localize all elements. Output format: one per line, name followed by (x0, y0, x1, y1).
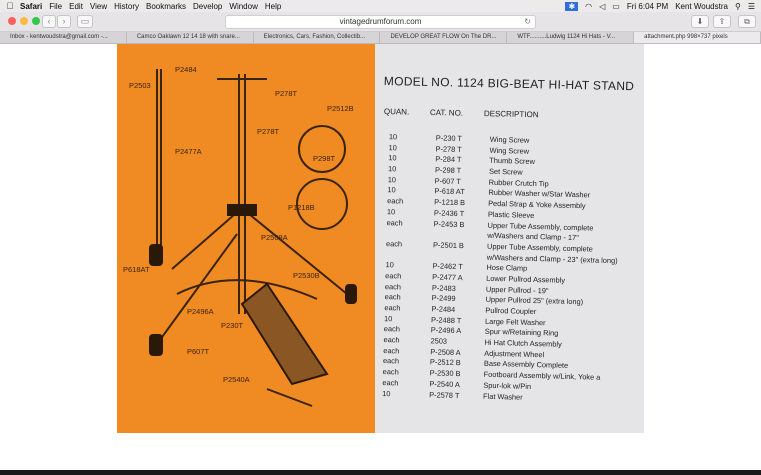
part-quantity: 10 (388, 132, 398, 142)
part-description: Spur-lok w/Pin (483, 380, 532, 391)
menu-bookmarks[interactable]: Bookmarks (146, 1, 187, 11)
tab-attachment[interactable]: attachment.php 998×737 pixels (634, 32, 761, 43)
part-catalog-number: P-2540 A (429, 379, 460, 389)
menu-history[interactable]: History (114, 1, 140, 11)
part-description: Spur w/Retaining Ring (484, 327, 559, 339)
minimize-window-button[interactable] (20, 17, 28, 25)
part-quantity: 10 (387, 174, 397, 185)
part-catalog-number: P-2508 A (430, 347, 461, 357)
part-catalog-number: P-618 AT (434, 186, 465, 197)
menu-bar (0, 0, 761, 12)
header-cat-no: CAT. NO. (429, 107, 464, 118)
share-button[interactable]: ⇪ (713, 15, 731, 28)
bluetooth-icon[interactable]: ✱ (565, 2, 578, 11)
parts-table (377, 132, 644, 406)
part-catalog-number: P-298 T (434, 165, 462, 176)
hihat-diagram (117, 44, 375, 433)
part-catalog-number: P-2453 B (433, 218, 465, 229)
left-crutch-tip (149, 244, 163, 266)
label-p2503: P2503 (129, 81, 151, 90)
part-description: Flat Washer (483, 391, 523, 402)
part-description: Large Felt Washer (484, 316, 546, 327)
battery-icon[interactable]: ▭ (612, 1, 620, 11)
downloads-button[interactable]: ⬇ (691, 15, 709, 28)
label-p2540a: P2540A (223, 375, 250, 384)
part-quantity: 10 (384, 313, 393, 323)
url-text: vintagedrumforum.com (339, 17, 422, 26)
part-quantity: each (387, 196, 404, 206)
part-quantity: each (384, 281, 402, 292)
part-catalog-number: P-2484 (431, 304, 456, 314)
tab-overview-button[interactable]: ⧉ (738, 15, 756, 28)
part-description: Set Screw (488, 166, 523, 177)
part-catalog-number: P-230 T (435, 133, 463, 144)
part-catalog-number: P-2436 T (433, 208, 465, 218)
part-quantity: each (383, 345, 400, 356)
close-window-button[interactable] (8, 17, 16, 25)
window-controls (8, 17, 40, 25)
label-p2512b: P2512B (327, 104, 354, 113)
part-quantity: 10 (388, 153, 397, 163)
part-quantity: each (382, 356, 400, 366)
tab-ludwig-hihats[interactable]: WTF..........Ludwig 1124 Hi Hats - V... (507, 32, 634, 43)
part-description: Plastic Sleeve (487, 209, 535, 220)
label-p230t: P230T (221, 321, 244, 330)
part-catalog-number: 2503 (430, 336, 448, 346)
front-crutch-tip (149, 334, 163, 356)
address-bar[interactable] (225, 15, 536, 29)
label-p2530b: P2530B (293, 271, 320, 280)
label-p618at: P618AT (123, 265, 150, 274)
part-quantity: each (384, 292, 401, 302)
tab-inbox[interactable]: Inbox - kentwoudstra@gmail.com -... (0, 32, 127, 43)
part-quantity: 10 (386, 206, 396, 217)
part-description: Base Assembly Complete (483, 359, 569, 371)
part-description: Lower Pullrod Assembly (486, 273, 566, 285)
forward-button[interactable]: › (57, 15, 71, 28)
menu-file[interactable]: File (49, 1, 63, 11)
part-description: Hose Clamp (486, 262, 528, 274)
part-quantity: each (383, 335, 400, 345)
part-description: Thumb Screw (489, 156, 535, 167)
page-content (0, 44, 761, 475)
part-quantity: each (384, 303, 401, 313)
volume-icon[interactable]: ◁ (599, 1, 606, 11)
dock-edge (0, 470, 761, 475)
part-quantity: 10 (385, 260, 394, 270)
zoom-window-button[interactable] (32, 17, 40, 25)
part-description: Upper Tube Assembly, complete (487, 220, 594, 233)
part-quantity: each (386, 217, 403, 228)
part-description: Rubber Washer w/Star Washer (488, 188, 591, 200)
menu-help[interactable]: Help (264, 1, 282, 11)
header-description: DESCRIPTION (483, 109, 539, 120)
part-catalog-number: P-2512 B (429, 357, 461, 368)
label-p607t: P607T (187, 347, 210, 356)
part-description: w/Washers and Clamp - 17" (487, 230, 579, 243)
back-button[interactable]: ‹ (42, 15, 56, 28)
part-catalog-number: P-607 T (434, 176, 462, 186)
part-catalog-number: P-2501 B (432, 240, 465, 251)
part-catalog-number: P-1218 B (434, 197, 466, 208)
attachment-image[interactable] (117, 44, 644, 433)
menu-window[interactable]: Window (229, 1, 258, 11)
menu-develop[interactable]: Develop (193, 1, 223, 11)
tab-electronics[interactable]: Electronics, Cars, Fashion, Collectib... (254, 32, 381, 43)
hihat-diagram-drawing (117, 44, 375, 433)
reload-icon[interactable]: ↻ (524, 17, 531, 26)
label-p2484: P2484 (175, 65, 197, 74)
part-catalog-number: P-2488 T (430, 314, 462, 325)
part-description: Upper Pullrod 25" (extra long) (485, 295, 584, 307)
user-name[interactable]: Kent Woudstra (675, 1, 728, 11)
part-description: Pullrod Coupler (485, 305, 537, 317)
label-p2477a: P2477A (175, 147, 202, 156)
parts-list-sheet (375, 44, 644, 433)
spotlight-search-icon[interactable]: ⚲ (734, 1, 741, 11)
part-quantity: 10 (388, 142, 397, 153)
label-p298t: P298T (313, 154, 336, 163)
part-catalog-number: P-2499 (431, 293, 456, 304)
menu-edit[interactable]: Edit (69, 1, 83, 11)
part-quantity: 10 (382, 388, 391, 398)
part-quantity: 10 (387, 164, 397, 174)
part-catalog-number: P-2578 T (429, 389, 460, 400)
part-quantity: each (382, 377, 399, 388)
browser-toolbar (0, 12, 761, 32)
part-description: Upper Tube Assembly, complete (486, 241, 593, 254)
label-p2496a: P2496A (187, 307, 214, 316)
part-quantity: each (385, 238, 403, 249)
part-description: w/Washers and Clamp - 23" (extra long) (486, 252, 618, 265)
tab-camco[interactable]: Camco Oaklawn 12 14 18 with snare... (127, 32, 254, 43)
part-description: Wing Screw (489, 134, 530, 145)
part-quantity: each (382, 367, 399, 377)
part-catalog-number: P-2462 T (432, 261, 463, 272)
menu-view[interactable]: View (89, 1, 108, 11)
part-catalog-number: P-2496 A (430, 325, 462, 336)
part-quantity: each (385, 271, 402, 281)
part-catalog-number: P-2530 B (429, 368, 461, 379)
apple-menu-icon[interactable] (0, 1, 20, 11)
label-p278t-top: P278T (275, 89, 298, 98)
menu-safari[interactable]: Safari (20, 1, 43, 11)
label-p1218b: P1218B (288, 203, 315, 212)
part-quantity: 10 (387, 185, 396, 195)
part-catalog-number: P-284 T (435, 154, 462, 165)
part-description: Adjustment Wheel (484, 348, 545, 360)
tripod-hub (227, 204, 257, 216)
part-quantity: each (383, 324, 400, 334)
clock[interactable]: Fri 6:04 PM (626, 1, 669, 11)
part-catalog-number: P-2477 A (432, 272, 463, 283)
label-p278t: P278T (257, 127, 280, 136)
notification-center-icon[interactable]: ☰ (747, 1, 755, 11)
part-description: Wing Screw (489, 145, 530, 156)
part-description: Pedal Strap & Yoke Assembly (488, 198, 586, 211)
page-title: MODEL NO. 1124 BIG-BEAT HI-HAT STAND (383, 74, 635, 94)
part-catalog-number: P-278 T (435, 144, 462, 154)
part-description: Footboard Assembly w/Link, Yoke a (483, 369, 601, 382)
part-description: Rubber Crutch Tip (488, 177, 549, 189)
header-quan: QUAN. (383, 107, 410, 117)
part-catalog-number: P-2483 (431, 282, 456, 293)
right-crutch-tip (345, 284, 357, 304)
part-description: Upper Pullrod - 19" (485, 284, 549, 295)
label-p2508a: P2508A (261, 233, 288, 242)
wifi-icon[interactable]: ◠ (585, 1, 593, 11)
tab-bar (0, 32, 761, 44)
part-description: Hi Hat Clutch Assembly (484, 337, 562, 349)
tab-develop-flow[interactable]: DEVELOP GREAT FLOW On The DR... (380, 32, 507, 43)
sidebar-button[interactable]: ▭ (77, 15, 93, 28)
